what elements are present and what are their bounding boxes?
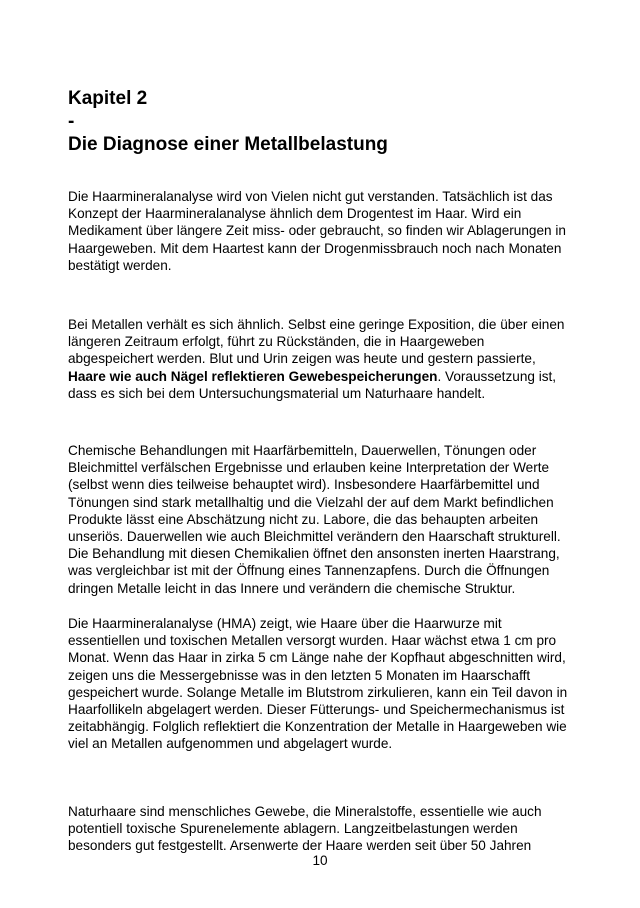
paragraph-2-text-start: Bei Metallen verhält es sich ähnlich. Selbst eine geringe Exposition, die über einen längeren Zeitraum erfolgt, führt zu Rückständen, die in Haargeweben abgespeichert werden. Blut und Urin zeigen was heute und gestern passierte,: [68, 317, 565, 367]
chapter-title: Die Diagnose einer Metallbelastung: [68, 134, 388, 155]
paragraph-1: Die Haarmineralanalyse wird von Vielen nicht gut verstanden. Tatsächlich ist das Konzept der Haarmineralanalyse ähnlich dem Drogentest im Haar. Wird ein Medikament über längere Zeit miss- oder gebraucht, so finden wir Ablagerungen in Haargeweben. Mit dem Haartest kann der Drogenmissbrauch noch nach Monaten bestätigt werden.: [68, 189, 566, 273]
paragraph-4: Die Haarmineralanalyse (HMA) zeigt, wie Haare über die Haarwurze mit essentiellen und toxischen Metallen versorgt wurden. Haar wächst etwa 1 cm pro Monat. Wenn das Haar in zirka 5 cm Länge nahe der Kopfhaut abgeschnitten wird, zeigen uns die Messergebnisse was in den letzten 5 Monaten im Haarschafft gespeichert wurde. Solange Metalle im Blutstrom zirkulieren, kann ein Teil davon in Haarfollikeln abgelagert werden. Dieser Fütterungs- und Speichermechanismus ist zeitabhängig. Folglich reflektiert die Konzentration der Metalle in Haargeweben wie viel an Metallen aufgenommen und abgelagert wurde.: [68, 616, 568, 752]
paragraph-2-emphasis: Haare wie auch Nägel reflektieren Gewebespeicherungen: [68, 368, 438, 384]
paragraph-2-text-end: . Voraussetzung ist, dass es sich bei dem Untersuchungsmaterial um Naturhaare handelt.: [68, 368, 557, 401]
chapter-label: Kapitel 2: [68, 88, 148, 109]
page-number: 10: [312, 853, 328, 868]
chapter-separator: -: [68, 111, 75, 132]
paragraph-3: Chemische Behandlungen mit Haarfärbemitteln, Dauerwellen, Tönungen oder Bleichmittel verfälschen Ergebnisse und erlauben keine Interpretation der Werte (selbst wenn dies teilweise behauptet wird). Insbesondere Haarfärbemittel und Tönungen sind stark metallhaltig und die Vielzahl der auf dem Markt befindlichen Produkte lässt eine Abschätzung nicht zu. Labore, die das behaupten arbeiten unseriös. Dauerwellen wie auch Bleichmittel verändern den Haarschaft strukturell. Die Behandlung mit diesen Chemikalien öffnet den ansonsten inerten Haarstrang, was vergleichbar ist mit der Öffnung eines Tannenzapfens. Durch die Öffnungen dringen Metalle leicht in das Innere und verändern die chemische Struktur.: [68, 443, 561, 596]
paragraph-5: Naturhaare sind menschliches Gewebe, die Mineralstoffe, essentielle wie auch potentiell toxische Spurenelemente ablagern. Langzeitbelastungen werden besonders gut festgestellt. Arsenwerte der Haare werden seit über 50 Jahren: [68, 804, 542, 854]
paragraph-2: [68, 316, 568, 402]
